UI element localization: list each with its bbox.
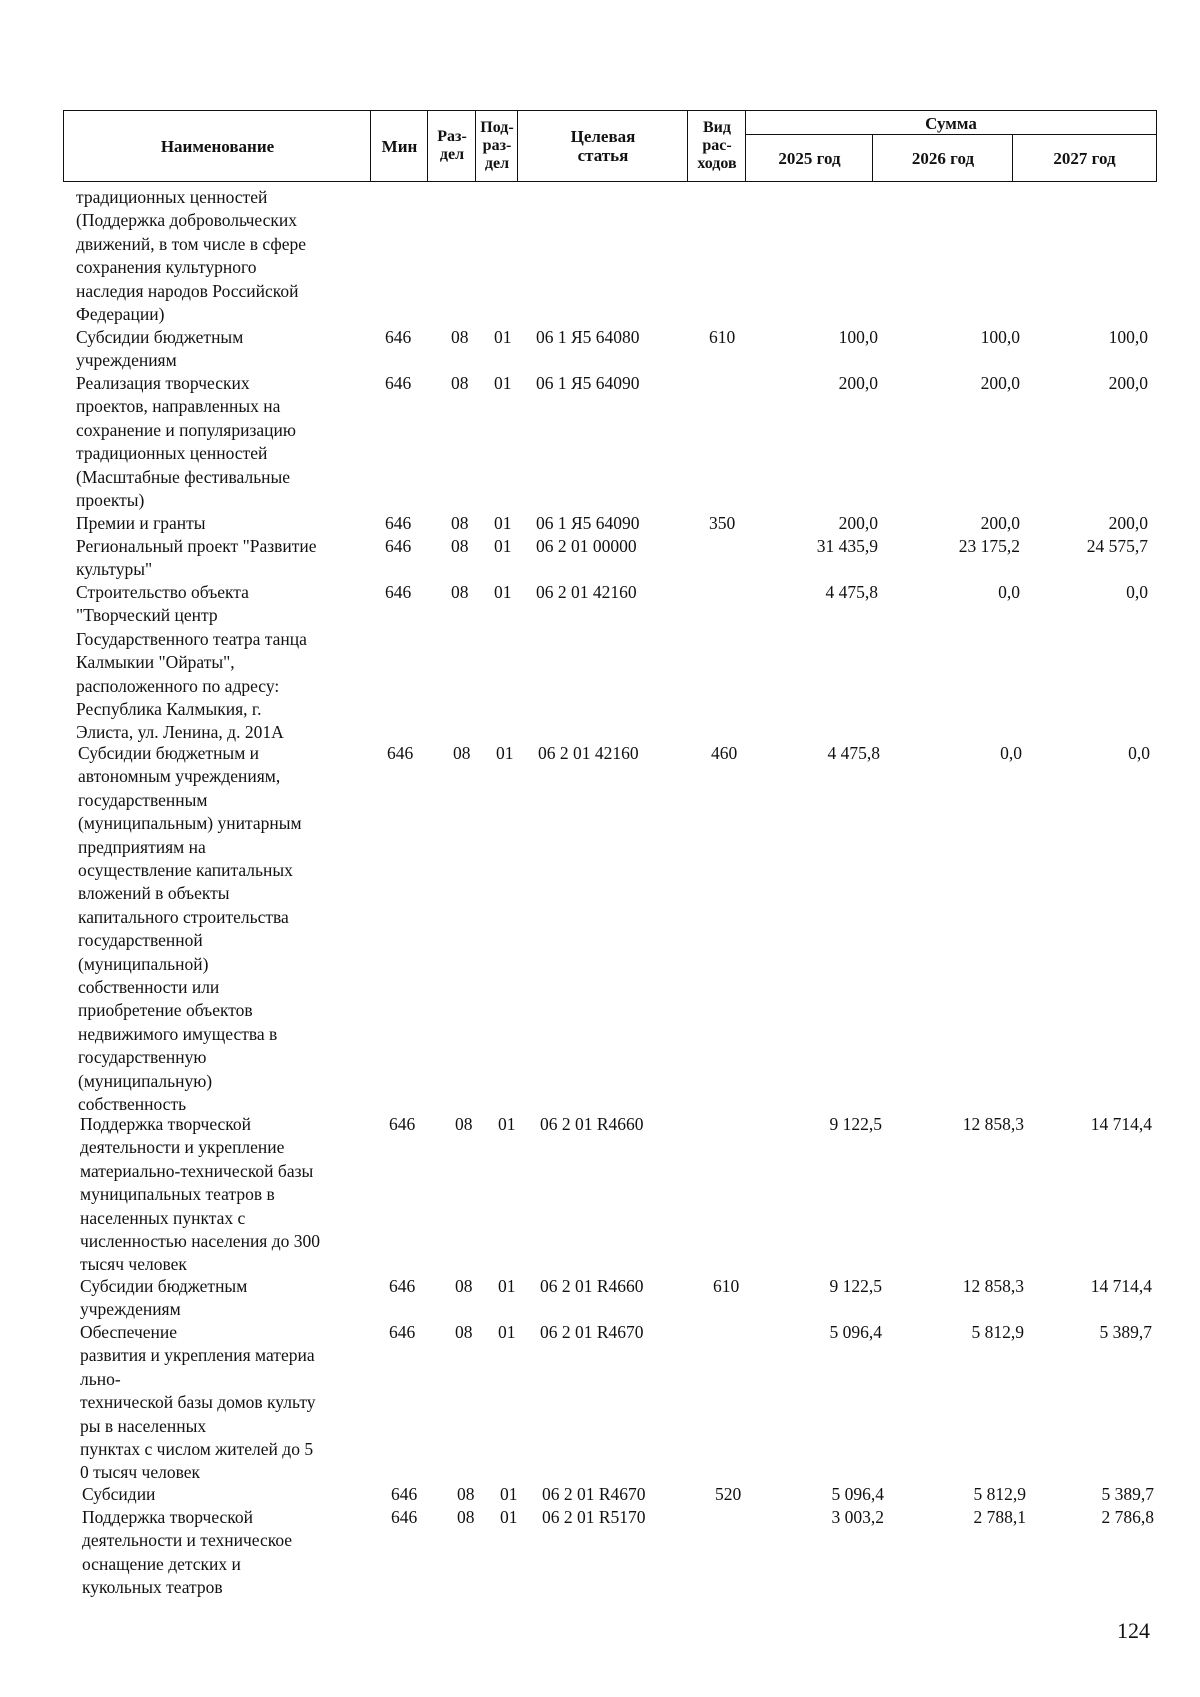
row-sum-2025: 3 003,2 (831, 1507, 884, 1527)
row-celevaya-statya: 06 2 01 42160 (536, 582, 637, 602)
row-razdel: 08 (457, 1484, 475, 1504)
row-razdel: 08 (451, 513, 469, 533)
row-sum-2026: 5 812,9 (971, 1322, 1024, 1342)
row-name: Поддержка творческой деятельности и техническое оснащение детских и кукольных театров (82, 1507, 293, 1598)
row-min: 646 (389, 1114, 416, 1134)
row-name: Поддержка творческой деятельности и укрепление материально-технической базы муниципальных театров в населенных пунктах с численностью населения до 300 тысяч человек (80, 1114, 321, 1275)
row-vid-rashodov: 610 (709, 327, 736, 347)
row-sum-2025: 4 475,8 (827, 743, 880, 763)
row-sum-2025: 200,0 (838, 373, 878, 393)
row-sum-2027: 200,0 (1108, 373, 1148, 393)
row-podrazdel: 01 (500, 1484, 518, 1504)
row-sum-2025: 5 096,4 (831, 1484, 884, 1504)
row-min: 646 (387, 743, 414, 763)
row-sum-2027: 5 389,7 (1099, 1322, 1152, 1342)
row-sum-2026: 5 812,9 (973, 1484, 1026, 1504)
header-summa: Сумма (745, 110, 1157, 136)
row-sum-2025: 31 435,9 (816, 536, 878, 556)
header-min: Мин (370, 110, 429, 182)
row-podrazdel: 01 (498, 1322, 516, 1342)
page-number: 124 (1117, 1618, 1150, 1643)
row-name: Субсидии бюджетным учреждениям (80, 1276, 248, 1320)
header-2027: 2027 год (1012, 134, 1157, 182)
row-podrazdel: 01 (496, 743, 514, 763)
row-name: Премии и гранты (76, 513, 206, 533)
row-sum-2026: 23 175,2 (958, 536, 1020, 556)
row-podrazdel: 01 (494, 513, 512, 533)
row-razdel: 08 (453, 743, 471, 763)
row-razdel: 08 (451, 582, 469, 602)
row-sum-2026: 2 788,1 (973, 1507, 1026, 1527)
row-sum-2026: 200,0 (980, 513, 1020, 533)
row-sum-2026: 100,0 (980, 327, 1020, 347)
row-sum-2026: 12 858,3 (962, 1114, 1024, 1134)
row-min: 646 (385, 327, 412, 347)
row-sum-2026: 0,0 (998, 582, 1020, 602)
row-podrazdel: 01 (494, 536, 512, 556)
header-celevaya: Целевая статья (517, 110, 689, 182)
row-sum-2026: 12 858,3 (962, 1276, 1024, 1296)
row-min: 646 (391, 1507, 418, 1527)
row-razdel: 08 (451, 536, 469, 556)
row-razdel: 08 (455, 1322, 473, 1342)
row-sum-2025: 9 122,5 (829, 1114, 882, 1134)
row-sum-2027: 24 575,7 (1086, 536, 1148, 556)
row-min: 646 (385, 513, 412, 533)
row-podrazdel: 01 (494, 373, 512, 393)
row-min: 646 (385, 582, 412, 602)
row-min: 646 (389, 1322, 416, 1342)
header-2025: 2025 год (745, 134, 874, 182)
header-2026: 2026 год (872, 134, 1014, 182)
row-celevaya-statya: 06 2 01 R5170 (542, 1507, 646, 1527)
row-sum-2027: 100,0 (1108, 327, 1148, 347)
row-podrazdel: 01 (498, 1276, 516, 1296)
row-celevaya-statya: 06 1 Я5 64090 (536, 373, 640, 393)
row-name: традиционных ценностей (Поддержка добровольческих движений, в том числе в сфере сохранения культурного наследия народов Российской Федерации) (76, 187, 306, 325)
row-vid-rashodov: 520 (715, 1484, 742, 1504)
row-sum-2027: 200,0 (1108, 513, 1148, 533)
row-sum-2025: 200,0 (838, 513, 878, 533)
row-celevaya-statya: 06 2 01 R4660 (540, 1276, 644, 1296)
row-celevaya-statya: 06 2 01 R4670 (540, 1322, 644, 1342)
row-name: Реализация творческих проектов, направленных на сохранение и популяризацию традиционных ценностей (Масштабные фестивальные проекты) (76, 373, 296, 511)
row-vid-rashodov: 350 (709, 513, 736, 533)
row-min: 646 (391, 1484, 418, 1504)
row-razdel: 08 (451, 327, 469, 347)
row-name: Строительство объекта "Творческий центр Государственного театра танца Калмыкии "Ойраты", расположенного по адресу: Республика Калмыкия, г. Элиста, ул. Ленина, д. 201А (76, 582, 307, 743)
row-celevaya-statya: 06 2 01 42160 (538, 743, 639, 763)
row-name: Субсидии (82, 1484, 156, 1504)
row-min: 646 (385, 536, 412, 556)
row-name: Региональный проект "Развитие культуры" (76, 536, 317, 580)
header-podrazdel: Под- раз- дел (475, 110, 519, 182)
row-min: 646 (385, 373, 412, 393)
row-razdel: 08 (455, 1276, 473, 1296)
row-vid-rashodov: 610 (713, 1276, 740, 1296)
row-celevaya-statya: 06 2 01 R4660 (540, 1114, 644, 1134)
row-sum-2026: 200,0 (980, 373, 1020, 393)
row-sum-2027: 0,0 (1128, 743, 1150, 763)
row-sum-2025: 100,0 (838, 327, 878, 347)
header-vid: Вид рас- ходов (687, 110, 747, 182)
row-celevaya-statya: 06 2 01 00000 (536, 536, 637, 556)
row-name: Субсидии бюджетным учреждениям (76, 327, 244, 371)
header-razdel: Раз- дел (427, 110, 477, 182)
row-razdel: 08 (457, 1507, 475, 1527)
header-name: Наименование (63, 110, 372, 182)
table-header (63, 110, 1157, 182)
row-name: Субсидии бюджетным и автономным учреждениям, государственным (муниципальным) унитарным предприятиям на осуществление капитальных вложений в объекты капитального строительства государственной (муниципальной) собственности или приобретение объектов недвижимого имущества в государственную (муниципальную) собственность (78, 743, 302, 1115)
row-sum-2027: 0,0 (1126, 582, 1148, 602)
row-razdel: 08 (455, 1114, 473, 1134)
row-sum-2025: 5 096,4 (829, 1322, 882, 1342)
row-name: Обеспечение развития и укрепления материа льно- технической базы домов культу ры в населенных пунктах с числом жителей до 5 0 тысяч человек (80, 1322, 316, 1483)
row-podrazdel: 01 (500, 1507, 518, 1527)
row-sum-2026: 0,0 (1000, 743, 1022, 763)
row-celevaya-statya: 06 1 Я5 64090 (536, 513, 640, 533)
row-celevaya-statya: 06 2 01 R4670 (542, 1484, 646, 1504)
row-sum-2025: 9 122,5 (829, 1276, 882, 1296)
row-razdel: 08 (451, 373, 469, 393)
row-sum-2027: 5 389,7 (1101, 1484, 1154, 1504)
row-sum-2027: 14 714,4 (1090, 1114, 1152, 1134)
row-sum-2027: 14 714,4 (1090, 1276, 1152, 1296)
row-celevaya-statya: 06 1 Я5 64080 (536, 327, 640, 347)
row-sum-2027: 2 786,8 (1101, 1507, 1154, 1527)
row-vid-rashodov: 460 (711, 743, 738, 763)
row-min: 646 (389, 1276, 416, 1296)
row-sum-2025: 4 475,8 (825, 582, 878, 602)
row-podrazdel: 01 (494, 582, 512, 602)
row-podrazdel: 01 (498, 1114, 516, 1134)
row-podrazdel: 01 (494, 327, 512, 347)
